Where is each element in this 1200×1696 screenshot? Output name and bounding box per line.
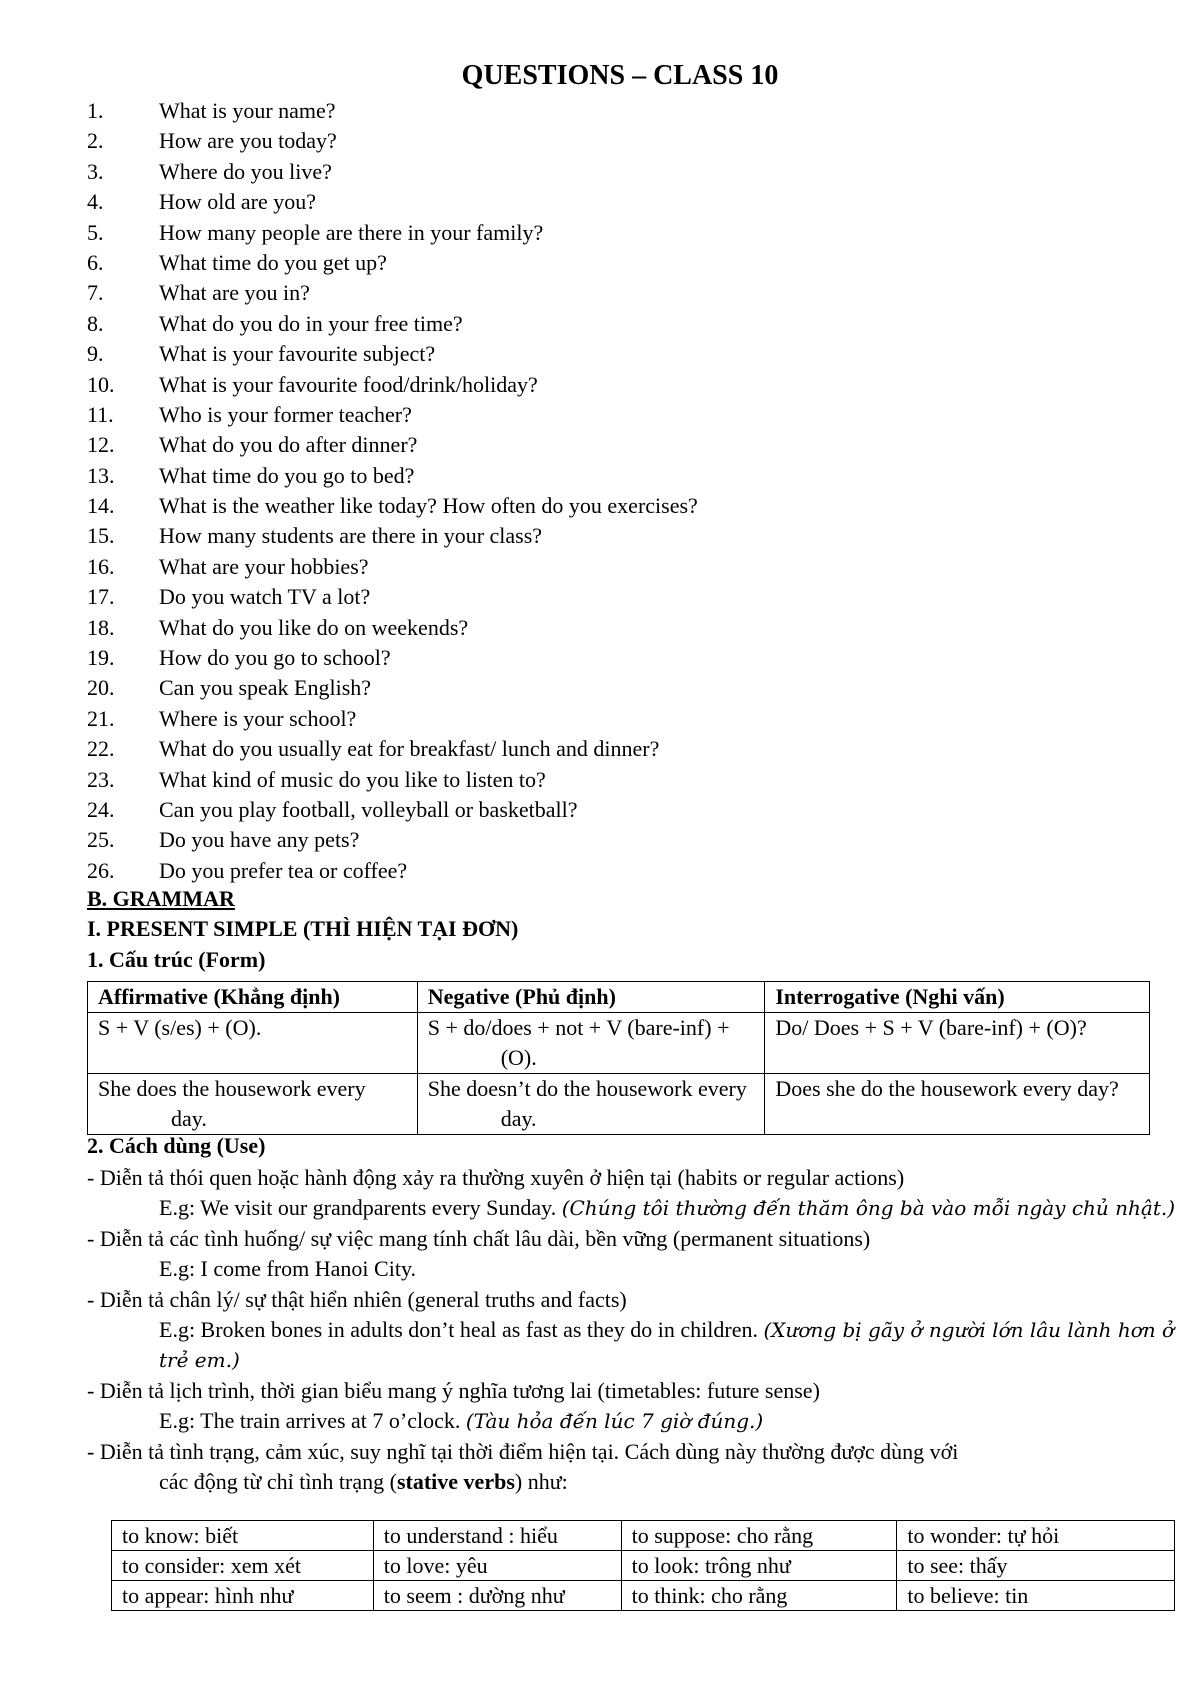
form-table [87, 981, 1150, 1135]
table-cell: Does she do the housework every day? [765, 1074, 1150, 1135]
list-item [87, 673, 1147, 703]
question-number: 5. [87, 219, 104, 245]
list-item [87, 278, 1147, 308]
list-item [87, 491, 1147, 521]
table-row [88, 1013, 1150, 1074]
negative-header: Negative (Phủ định) [417, 982, 765, 1013]
question-text: Where is your school? [159, 705, 357, 731]
question-text: How old are you? [159, 189, 317, 215]
table-cell: S + do/does + not + V (bare-inf) + (O). [417, 1013, 765, 1074]
table-cell: to believe: tin [897, 1581, 1175, 1611]
form-heading: 1. Cấu trúc (Form) [87, 947, 266, 972]
list-item [87, 370, 1147, 400]
question-text: How many people are there in your family? [159, 219, 544, 245]
list-item [87, 765, 1147, 795]
list-item [87, 795, 1147, 825]
table-cell: to understand : hiểu [373, 1521, 621, 1551]
interrogative-header: Interrogative (Nghi vấn) [765, 982, 1150, 1013]
question-number: 19. [87, 645, 115, 671]
question-number: 12. [87, 432, 115, 458]
table-row [112, 1581, 1175, 1611]
question-text: How many students are there in your class? [159, 523, 543, 549]
list-item [87, 430, 1147, 460]
list-item [87, 552, 1147, 582]
question-number: 11. [87, 401, 114, 427]
question-text: What time do you go to bed? [159, 462, 415, 488]
use-heading: 2. Cách dùng (Use) [87, 1133, 266, 1158]
question-number: 22. [87, 736, 115, 762]
question-number: 21. [87, 705, 115, 731]
list-item [87, 339, 1147, 369]
table-cell: Do/ Does + S + V (bare-inf) + (O)? [765, 1013, 1150, 1074]
example-permanent: E.g: I come from Hanoi City. [159, 1256, 417, 1282]
usage-section [87, 1163, 1176, 1497]
table-cell: to think: cho rằng [621, 1581, 897, 1611]
table-cell: to seem : dường như [373, 1581, 621, 1611]
table-cell: to appear: hình như [112, 1581, 374, 1611]
question-number: 16. [87, 553, 115, 579]
example-timetables: E.g: The train arrives at 7 o’clock. (Tàu hỏa đến lúc 7 giờ đúng.) [159, 1408, 764, 1434]
question-text: Do you have any pets? [159, 827, 360, 853]
stative-verbs-table [111, 1520, 1175, 1611]
use-states-continued: các động từ chỉ tình trạng (stative verbs) như: [159, 1468, 568, 1494]
question-text: What are you in? [159, 280, 310, 306]
question-text: Can you play football, volleyball or basketball? [159, 796, 578, 822]
affirmative-header: Affirmative (Khẳng định) [88, 982, 418, 1013]
question-text: What kind of music do you like to listen to? [159, 766, 546, 792]
question-number: 20. [87, 675, 115, 701]
question-text: What are your hobbies? [159, 553, 369, 579]
list-item [87, 643, 1147, 673]
question-number: 15. [87, 523, 115, 549]
list-item [87, 187, 1147, 217]
list-item [87, 856, 1147, 886]
present-simple-heading: I. PRESENT SIMPLE (THÌ HIỆN TẠI ĐƠN) [87, 916, 519, 941]
table-row [88, 1074, 1150, 1135]
question-text: What is your favourite subject? [159, 341, 436, 367]
question-text: What time do you get up? [159, 249, 387, 275]
question-text: How do you go to school? [159, 645, 391, 671]
question-number: 13. [87, 462, 115, 488]
question-text: How are you today? [159, 128, 337, 154]
question-text: What do you do after dinner? [159, 432, 418, 458]
list-item [87, 613, 1147, 643]
question-text: What is your name? [159, 98, 336, 123]
use-timetables: - Diễn tả lịch trình, thời gian biểu mang ý nghĩa tương lai (timetables: future sense) [87, 1377, 820, 1403]
list-item [87, 582, 1147, 612]
table-cell: to see: thấy [897, 1551, 1175, 1581]
question-text: What do you usually eat for breakfast/ lunch and dinner? [159, 736, 660, 762]
list-item [87, 521, 1147, 551]
use-states: - Diễn tả tình trạng, cảm xúc, suy nghĩ tại thời điểm hiện tại. Cách dùng này thường được dùng với [87, 1438, 959, 1464]
table-cell: She does the housework every day. [88, 1074, 418, 1135]
table-row [112, 1551, 1175, 1581]
question-number: 3. [87, 158, 104, 184]
table-cell: to consider: xem xét [112, 1551, 374, 1581]
question-text: Can you speak English? [159, 675, 372, 701]
list-item [87, 126, 1147, 156]
use-habits: - Diễn tả thói quen hoặc hành động xảy ra thường xuyên ở hiện tại (habits or regular actions) [87, 1165, 905, 1190]
question-number: 1. [87, 98, 104, 123]
question-text: What is the weather like today? How often do you exercises? [159, 493, 698, 519]
table-cell: to suppose: cho rằng [621, 1521, 897, 1551]
question-number: 9. [87, 341, 104, 367]
question-number: 25. [87, 827, 115, 853]
use-truths: - Diễn tả chân lý/ sự thật hiển nhiên (general truths and facts) [87, 1286, 627, 1312]
table-cell: to love: yêu [373, 1551, 621, 1581]
table-row [112, 1521, 1175, 1551]
question-number: 14. [87, 493, 115, 519]
grammar-heading: B. GRAMMAR [87, 886, 235, 911]
example-truths: E.g: Broken bones in adults don’t heal as fast as they do in children. (Xương bị gãy ở người lớn lâu lành hơn ở trẻ em.) [159, 1316, 1175, 1373]
question-number: 8. [87, 310, 104, 336]
question-number: 6. [87, 249, 104, 275]
question-number: 10. [87, 371, 115, 397]
list-item [87, 248, 1147, 278]
table-cell: She doesn’t do the housework every day. [417, 1074, 765, 1135]
table-cell: to wonder: tự hỏi [897, 1521, 1175, 1551]
question-text: What is your favourite food/drink/holiday? [159, 371, 538, 397]
question-number: 17. [87, 584, 115, 610]
list-item [87, 218, 1147, 248]
list-item [87, 157, 1147, 187]
question-text: Where do you live? [159, 158, 332, 184]
question-number: 18. [87, 614, 115, 640]
list-item [87, 400, 1147, 430]
use-permanent: - Diễn tả các tình huống/ sự việc mang tính chất lâu dài, bền vững (permanent situations) [87, 1225, 871, 1251]
example-habits: E.g: We visit our grandparents every Sunday. (Chúng tôi thường đến thăm ông bà vào mỗi ngày chủ nhật.) [159, 1195, 1176, 1221]
question-number: 24. [87, 796, 115, 822]
question-text: Do you watch TV a lot? [159, 584, 371, 610]
question-text: What do you do in your free time? [159, 310, 463, 336]
page-title: QUESTIONS – CLASS 10 [461, 60, 779, 91]
question-number: 23. [87, 766, 115, 792]
list-item [87, 96, 1147, 126]
question-number: 26. [87, 857, 115, 883]
question-number: 2. [87, 128, 104, 154]
list-item [87, 825, 1147, 855]
question-number: 7. [87, 280, 104, 306]
question-number: 4. [87, 189, 104, 215]
table-cell: to know: biết [112, 1521, 374, 1551]
question-text: What do you like do on weekends? [159, 614, 469, 640]
list-item [87, 734, 1147, 764]
question-text: Do you prefer tea or coffee? [159, 857, 408, 883]
question-list [87, 96, 1147, 886]
table-cell: S + V (s/es) + (O). [88, 1013, 418, 1074]
list-item [87, 461, 1147, 491]
table-header-row [88, 982, 1150, 1013]
question-text: Who is your former teacher? [159, 401, 412, 427]
list-item [87, 309, 1147, 339]
table-cell: to look: trông như [621, 1551, 897, 1581]
list-item [87, 704, 1147, 734]
